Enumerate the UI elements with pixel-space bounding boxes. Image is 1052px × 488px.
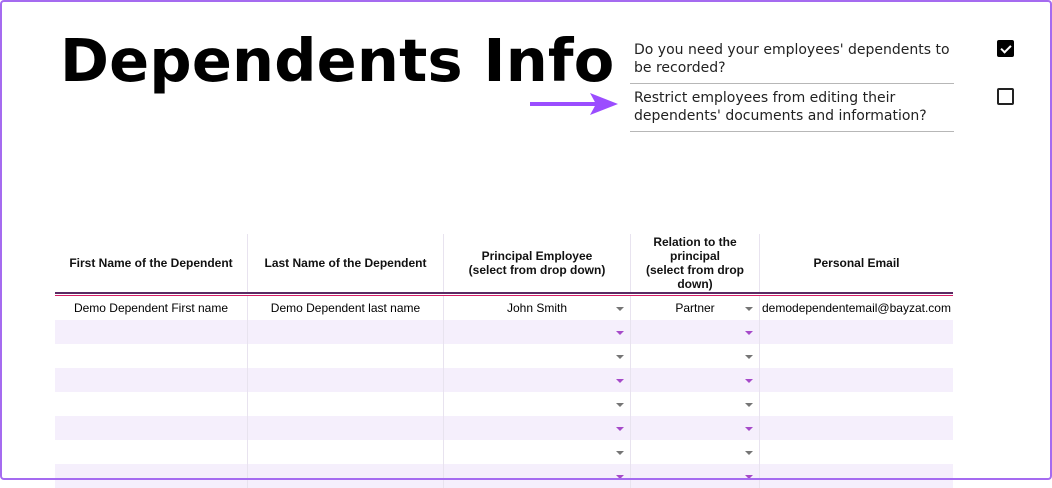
last-name-cell[interactable] (248, 392, 444, 416)
arrow-right-icon (528, 92, 620, 116)
cell-text: demodependentemail@bayzat.com (762, 301, 951, 315)
dropdown-arrow-icon[interactable] (745, 451, 753, 455)
setting-question-record-dependents: Do you need your employees' dependents to be recorded? (630, 41, 954, 84)
email-cell[interactable] (760, 296, 953, 320)
first-name-cell[interactable] (55, 368, 248, 392)
email-cell[interactable] (760, 344, 953, 368)
dropdown-arrow-icon[interactable] (616, 331, 624, 335)
dropdown-arrow-icon[interactable] (616, 355, 624, 359)
table-row (55, 392, 953, 416)
principal-employee-cell[interactable] (444, 440, 631, 464)
email-cell[interactable] (760, 320, 953, 344)
relation-cell[interactable] (631, 416, 760, 440)
principal-employee-cell[interactable] (444, 416, 631, 440)
last-name-cell[interactable] (248, 416, 444, 440)
principal-employee-cell[interactable] (444, 296, 631, 320)
last-name-cell[interactable] (248, 344, 444, 368)
cell-text: John Smith (506, 301, 568, 315)
first-name-cell[interactable] (55, 440, 248, 464)
first-name-cell[interactable] (55, 392, 248, 416)
email-cell[interactable] (760, 440, 953, 464)
column-header-relation: Relation to the principal (select from drop down) (631, 234, 760, 292)
email-cell[interactable] (760, 392, 953, 416)
relation-cell[interactable] (631, 440, 760, 464)
principal-employee-cell[interactable] (444, 320, 631, 344)
column-header-first-name: First Name of the Dependent (55, 234, 248, 292)
restrict-editing-checkbox[interactable] (997, 88, 1014, 105)
record-dependents-checkbox[interactable] (997, 40, 1014, 57)
principal-employee-cell[interactable] (444, 344, 631, 368)
dropdown-arrow-icon[interactable] (745, 307, 753, 311)
dropdown-arrow-icon[interactable] (745, 427, 753, 431)
first-name-cell[interactable] (55, 464, 248, 488)
relation-cell[interactable] (631, 320, 760, 344)
relation-cell[interactable] (631, 464, 760, 488)
dropdown-arrow-icon[interactable] (745, 331, 753, 335)
table-row (55, 368, 953, 392)
table-row (55, 296, 953, 320)
table-row (55, 440, 953, 464)
page-title: Dependents Info (60, 26, 615, 95)
email-cell[interactable] (760, 464, 953, 488)
relation-cell[interactable] (631, 392, 760, 416)
principal-employee-cell[interactable] (444, 392, 631, 416)
table-header (55, 234, 953, 292)
column-header-principal-employee: Principal Employee (select from drop down) (444, 234, 631, 292)
table-row (55, 344, 953, 368)
setting-question-restrict-editing: Restrict employees from editing their dependents' documents and information? (630, 89, 954, 132)
cell-text: Demo Dependent First name (73, 301, 229, 315)
first-name-cell[interactable] (55, 296, 248, 320)
first-name-cell[interactable] (55, 344, 248, 368)
dropdown-arrow-icon[interactable] (745, 403, 753, 407)
dropdown-arrow-icon[interactable] (616, 307, 624, 311)
dropdown-arrow-icon[interactable] (745, 355, 753, 359)
cell-text: Partner (675, 301, 715, 315)
dropdown-arrow-icon[interactable] (745, 475, 753, 479)
table-row (55, 416, 953, 440)
last-name-cell[interactable] (248, 368, 444, 392)
table-body (55, 296, 953, 488)
table-row (55, 464, 953, 488)
last-name-cell[interactable] (248, 464, 444, 488)
dropdown-arrow-icon[interactable] (616, 451, 624, 455)
email-cell[interactable] (760, 368, 953, 392)
first-name-cell[interactable] (55, 320, 248, 344)
table-row (55, 320, 953, 344)
dropdown-arrow-icon[interactable] (616, 427, 624, 431)
relation-cell[interactable] (631, 296, 760, 320)
dropdown-arrow-icon[interactable] (616, 379, 624, 383)
principal-employee-cell[interactable] (444, 464, 631, 488)
principal-employee-cell[interactable] (444, 368, 631, 392)
first-name-cell[interactable] (55, 416, 248, 440)
column-header-personal-email: Personal Email (813, 256, 900, 270)
column-header-last-name: Last Name of the Dependent (248, 234, 444, 292)
dependents-table (55, 234, 953, 488)
dropdown-arrow-icon[interactable] (745, 379, 753, 383)
dropdown-arrow-icon[interactable] (616, 403, 624, 407)
last-name-cell[interactable] (248, 440, 444, 464)
dropdown-arrow-icon[interactable] (616, 475, 624, 479)
email-cell[interactable] (760, 416, 953, 440)
cell-text: Demo Dependent last name (270, 301, 421, 315)
relation-cell[interactable] (631, 368, 760, 392)
relation-cell[interactable] (631, 344, 760, 368)
last-name-cell[interactable] (248, 320, 444, 344)
last-name-cell[interactable] (248, 296, 444, 320)
